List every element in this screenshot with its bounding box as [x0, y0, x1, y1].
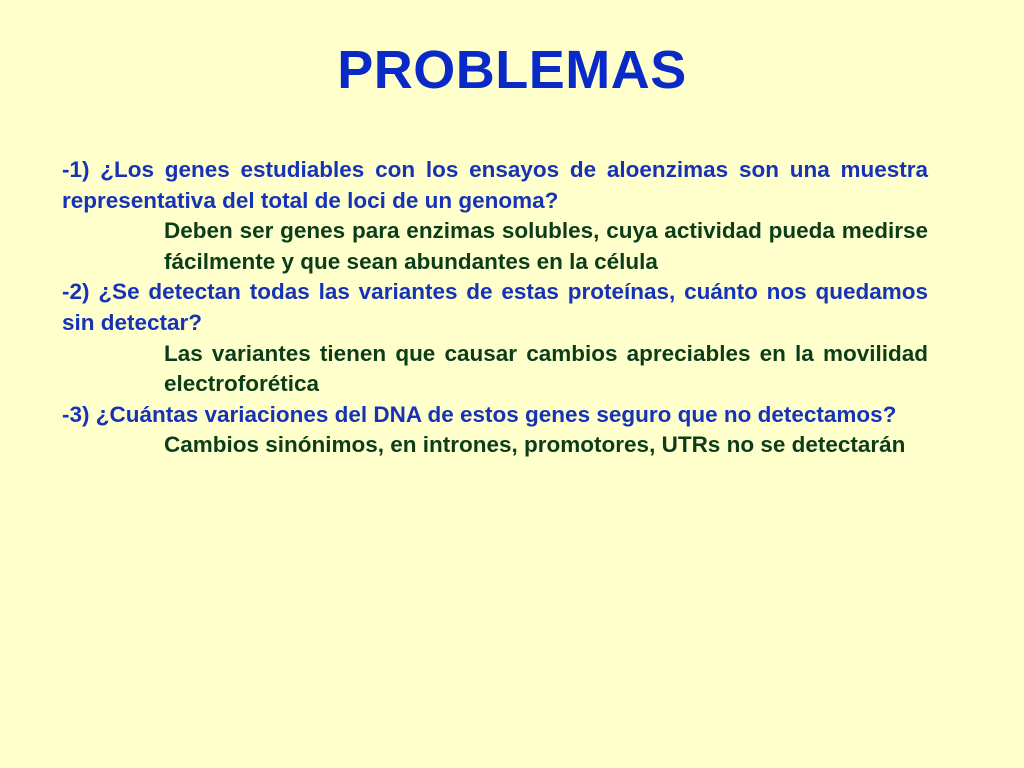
- question-3: -3) ¿Cuántas variaciones del DNA de estos genes seguro que no detectamos?: [62, 401, 897, 427]
- slide-title: PROBLEMAS: [337, 40, 687, 100]
- slide-content: [62, 155, 928, 461]
- question-1: -1) ¿Los genes estudiables con los ensayos de aloenzimas son una muestra representativa del total de loci de un genoma?: [62, 157, 928, 213]
- answer-1: Deben ser genes para enzimas solubles, cuya actividad pueda medirse fácilmente y que sean abundantes en la célula: [164, 218, 928, 274]
- question-2: -2) ¿Se detectan todas las variantes de estas proteínas, cuánto nos quedamos sin detectar?: [62, 279, 928, 335]
- answer-3: Cambios sinónimos, en intrones, promotores, UTRs no se detectarán: [164, 432, 906, 458]
- answer-2: Las variantes tienen que causar cambios apreciables en la movilidad electroforética: [164, 340, 928, 397]
